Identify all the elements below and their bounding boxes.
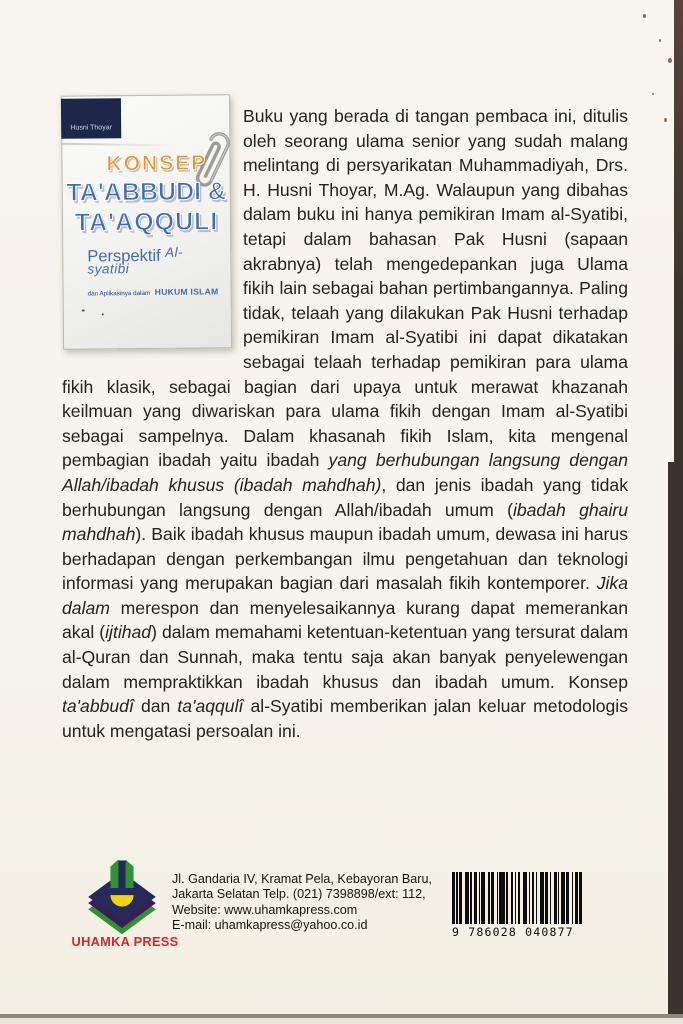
publisher-address bbox=[172, 872, 432, 934]
paper-speck bbox=[668, 58, 672, 63]
address-line: Website: www.uhamkapress.com bbox=[172, 902, 358, 917]
cover-title-line2: TA'AQQULI bbox=[74, 207, 219, 237]
cover-author-name: Husni Thoyar bbox=[70, 124, 112, 132]
address-line: E-mail: uhamkapress@yahoo.co.id bbox=[172, 918, 368, 933]
isbn-number: 9 786028 040877 bbox=[452, 925, 574, 939]
cover-subtitle-alsyatibi: Al-syatibi bbox=[87, 244, 184, 277]
synopsis-text: Buku yang berada di tangan pembaca ini, ditulis oleh seorang ulama senior yang sudah malang melintang di persyarikatan Muhammadiyah, Drs. H. Husni Thoyar, M.Ag. Walaupun yang dibahas dalam buku ini hanya pemikiran Imam al-Syatibi, tetapi dalam bahasan Pak Husni (sapaan akrabnya) telah mengedepankan juga Ulama fikih lain sebagai bahan pertimbangannya. Paling tidak, telaah yang dilakukan Pak Husni terhadap pemikiran Imam al-Syatibi ini dapat dikatakan sebagai telaah terhadap pemikiran para ulama fikih klasik, sebagai bagian dari upaya untuk merawat khazanah keilmuan yang diwariskan para ulama fikih dengan Imam al-Syatibi sebagai sampelnya. Dalam khasanah fikih Islam, kita mengenal pembagian ibadah yaitu ibadah yang berhubungan langsung dengan Allah/ibadah khusus (ibadah mahdhah), dan jenis ibadah yang tidak berhubungan langsung dengan Allah/ibadah umum (ibadah ghairu mahdhah). Baik ibadah khusus maupun ibadah umum, dewasa ini harus berhadapan dengan perkembangan ilmu pengetahuan dan teknologi informasi yang merupakan bagian dari masalah fikih kontemporer. Jika dalam merespon dan menyelesaikannya kurang dapat memerankan akal (ijtihad) dalam memahami ketentuan-ketentuan yang tersurat dalam al-Quran dan Sunnah, maka tentu saja akan banyak penyelewengan dalam mempraktikkan ibadah khusus dan ibadah umum. Konsep ta'abbudî dan ta'aqqulî al-Syatibi memberikan jalan keluar metodologis untuk mengatasi persoalan ini. bbox=[62, 106, 629, 741]
front-cover-thumbnail bbox=[61, 94, 232, 349]
uhamka-press-logo-icon bbox=[76, 856, 168, 941]
paper-speck bbox=[659, 39, 661, 42]
publisher-name: UHAMKA PRESS bbox=[71, 934, 179, 949]
cover-title-line1: TA'ABBUDI & bbox=[66, 177, 227, 207]
cover-subtitle-hukum-islam: HUKUM ISLAM bbox=[154, 286, 219, 297]
cover-speck bbox=[102, 313, 104, 315]
address-line: Jl. Gandaria IV, Kramat Pela, Kebayoran Baru, bbox=[172, 872, 432, 886]
cover-speck bbox=[82, 310, 85, 312]
scan-edge-bottom-margin bbox=[0, 1018, 683, 1024]
scan-edge-right-lower bbox=[668, 462, 683, 1024]
back-cover-content bbox=[62, 99, 628, 743]
cover-title-konsep: KONSEP bbox=[106, 151, 208, 176]
cover-subtitle-perspektif: Perspektif bbox=[87, 246, 161, 266]
barcode-bars bbox=[452, 872, 594, 924]
paper-speck bbox=[643, 14, 646, 18]
isbn-barcode bbox=[452, 872, 594, 939]
cover-subtitle-small: dan Aplikasinya dalam bbox=[87, 289, 151, 298]
cover-subtitle bbox=[87, 244, 222, 299]
address-line: Jakarta Selatan Telp. (021) 7398898/ext: 112, bbox=[172, 887, 426, 902]
paper-speck bbox=[652, 93, 654, 95]
cover-author-box bbox=[61, 98, 121, 139]
paper-speck bbox=[664, 118, 667, 122]
